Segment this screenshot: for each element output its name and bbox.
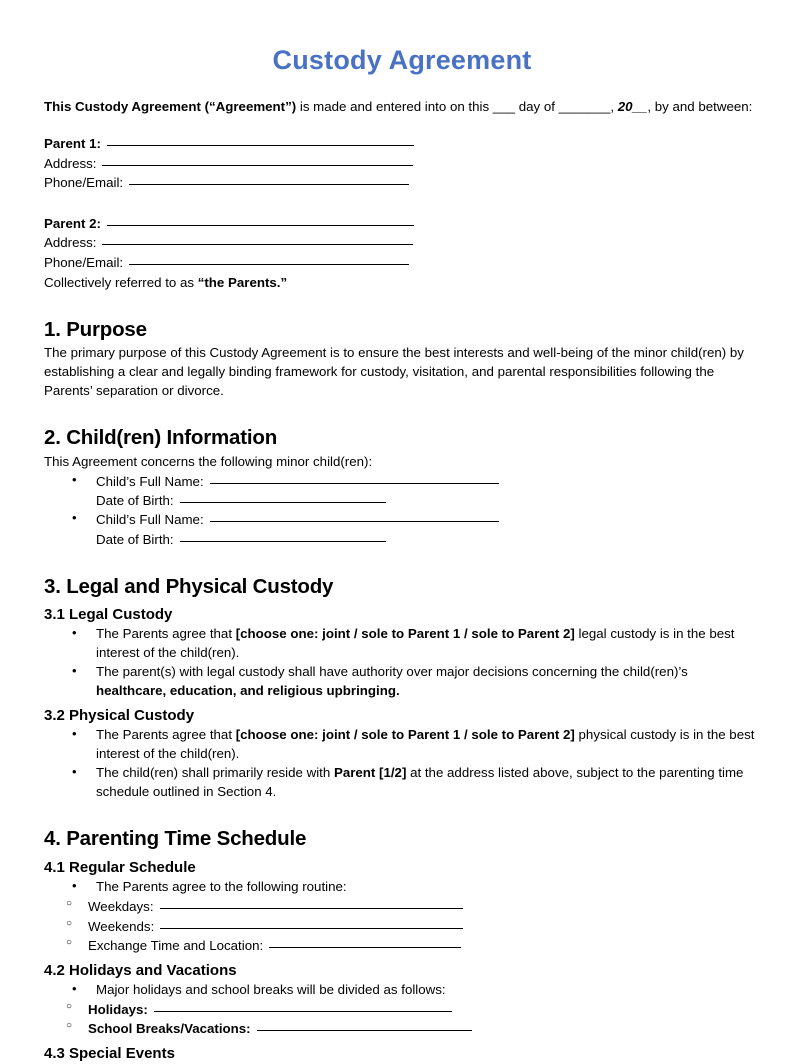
holidays-sublist [44, 1000, 760, 1039]
parent-2-name-label: Parent 2: [44, 216, 101, 232]
legal-custody-bullet-2 [44, 663, 760, 701]
physical-bullet-1-post: physical custody is in the best interest of the child(ren). [96, 726, 755, 761]
legal-bullet-2-bold: healthcare, education, and religious upbringing. [96, 683, 400, 699]
weekends-blank[interactable] [160, 928, 463, 929]
subsection-heading-special-events: 4.3 Special Events [44, 1045, 175, 1063]
physical-custody-bullet-1 [44, 726, 760, 764]
parent-2-contact-label: Phone/Email: [44, 254, 124, 270]
child-entry-2 [44, 510, 760, 549]
child-entry-1 [44, 472, 760, 511]
holidays-lead-text: Major holidays and school breaks will be divided as follows: [96, 981, 446, 997]
subsection-heading-holidays: 4.2 Holidays and Vacations [44, 961, 237, 979]
children-lead: This Agreement concerns the following minor child(ren): [44, 453, 373, 469]
parent-1-address-label: Address: [44, 155, 97, 171]
holidays-item-school-breaks [44, 1019, 760, 1039]
child-1-dob-label: Date of Birth: [96, 493, 174, 509]
child-1-dob-blank[interactable] [180, 502, 386, 503]
parent-1-contact-label: Phone/Email: [44, 174, 124, 190]
parent-1-contact-blank[interactable] [129, 184, 409, 185]
parent-2-contact-row [44, 253, 760, 272]
intro-year: 20__ [617, 99, 648, 115]
weekdays-blank[interactable] [160, 908, 463, 909]
regular-schedule-list [44, 878, 760, 897]
regular-schedule-sublist [44, 897, 760, 956]
child-1-name-label: • Child’s Full Name: [96, 473, 204, 489]
regular-item-exchange [44, 936, 760, 956]
physical-bullet-2-bold: Parent [1/2] [333, 764, 407, 780]
collectively-bold: “the Parents.” [197, 274, 288, 290]
legal-bullet-1-bold: [choose one: joint / sole to Parent 1 / sole to Parent 2] [235, 626, 575, 642]
parent-2-address-label: Address: [44, 235, 97, 251]
page-title: Custody Agreement [272, 45, 532, 75]
child-2-name-row [96, 510, 760, 529]
parent-1-name-row [44, 134, 760, 153]
child-2-dob-label: Date of Birth: [96, 531, 174, 547]
party-block-parent-2 [44, 214, 760, 292]
child-1-name-row [96, 472, 760, 491]
parent-2-address-row [44, 233, 760, 252]
holidays-list [44, 981, 760, 1000]
exchange-label: Exchange Time and Location: [88, 938, 264, 954]
weekends-label: Weekends: [88, 918, 155, 934]
regular-schedule-lead [44, 878, 760, 897]
holidays-item-holidays [44, 1000, 760, 1020]
child-2-dob-blank[interactable] [180, 541, 386, 542]
parent-1-name-label: Parent 1: [44, 136, 101, 152]
weekdays-label: Weekdays: [88, 898, 154, 914]
section-heading-purpose: 1. Purpose [44, 318, 147, 342]
child-2-name-blank[interactable] [210, 521, 499, 522]
subsection-heading-regular-schedule: 4.1 Regular Schedule [44, 859, 196, 876]
subsection-heading-physical-custody: 3.2 Physical Custody [44, 706, 195, 724]
intro-tail: , by and between: [647, 99, 753, 115]
legal-bullet-2-pre: The parent(s) with legal custody shall have authority over major decisions concerning the child(ren)’s [96, 664, 688, 680]
intro-comma: , [610, 99, 618, 115]
parent-2-name-blank[interactable] [107, 225, 414, 226]
exchange-blank[interactable] [269, 947, 461, 948]
school-breaks-blank[interactable] [257, 1030, 472, 1031]
collectively-prefix: Collectively referred to as [44, 274, 198, 290]
physical-custody-list [44, 726, 760, 802]
collectively-line [44, 273, 760, 292]
holidays-lead [44, 981, 760, 1000]
children-list [44, 472, 760, 549]
section-heading-children: 2. Child(ren) Information [44, 426, 278, 450]
parent-1-address-blank[interactable] [102, 165, 413, 166]
legal-custody-bullet-1 [44, 625, 760, 663]
regular-schedule-lead-text: The Parents agree to the following routine: [96, 879, 347, 894]
legal-bullet-1-post: legal custody is in the best interest of the child(ren). [96, 626, 735, 661]
child-2-dob-row [96, 530, 760, 549]
parent-2-name-row [44, 214, 760, 233]
parent-2-contact-blank[interactable] [129, 264, 409, 265]
holidays-blank[interactable] [154, 1011, 452, 1012]
parent-2-address-blank[interactable] [102, 244, 413, 245]
subsection-heading-legal-custody: 3.1 Legal Custody [44, 606, 173, 624]
intro-bold-lead: This Custody Agreement (“Agreement”) [44, 99, 297, 115]
physical-bullet-1-pre: The Parents agree that [96, 726, 236, 742]
school-breaks-label: School Breaks/Vacations: [88, 1021, 251, 1037]
legal-bullet-1-pre: The Parents agree that [96, 626, 236, 642]
parent-1-name-blank[interactable] [107, 145, 414, 146]
holidays-label: Holidays: [88, 1001, 148, 1017]
document-content [44, 0, 760, 1064]
child-1-dob-row [96, 491, 760, 510]
intro-middle: is made and entered into on this ___ day of _______ [296, 99, 611, 115]
party-block-parent-1 [44, 134, 760, 192]
section-heading-custody: 3. Legal and Physical Custody [44, 574, 334, 598]
purpose-body: The primary purpose of this Custody Agreement is to ensure the best interests and well-being of the minor child(ren) by establishing a clear and legally binding framework for custody, visitation, and parental responsibilities following the Parents’ separation or divorce. [44, 344, 744, 398]
regular-item-weekends [44, 917, 760, 937]
physical-bullet-2-pre: The child(ren) shall primarily reside with [96, 764, 334, 780]
physical-bullet-1-bold: [choose one: joint / sole to Parent 1 / sole to Parent 2] [235, 726, 575, 742]
section-heading-parenting-time: 4. Parenting Time Schedule [44, 827, 307, 851]
intro-paragraph [44, 98, 760, 116]
regular-item-weekdays [44, 897, 760, 917]
physical-custody-bullet-2 [44, 764, 760, 802]
legal-custody-list [44, 625, 760, 701]
child-2-name-label: • Child’s Full Name: [96, 512, 204, 528]
parent-1-contact-row [44, 173, 760, 192]
parent-1-address-row [44, 154, 760, 173]
physical-bullet-2-post: at the address listed above, subject to the parenting time schedule outlined in Section 4. [96, 764, 744, 799]
child-1-name-blank[interactable] [210, 483, 499, 484]
